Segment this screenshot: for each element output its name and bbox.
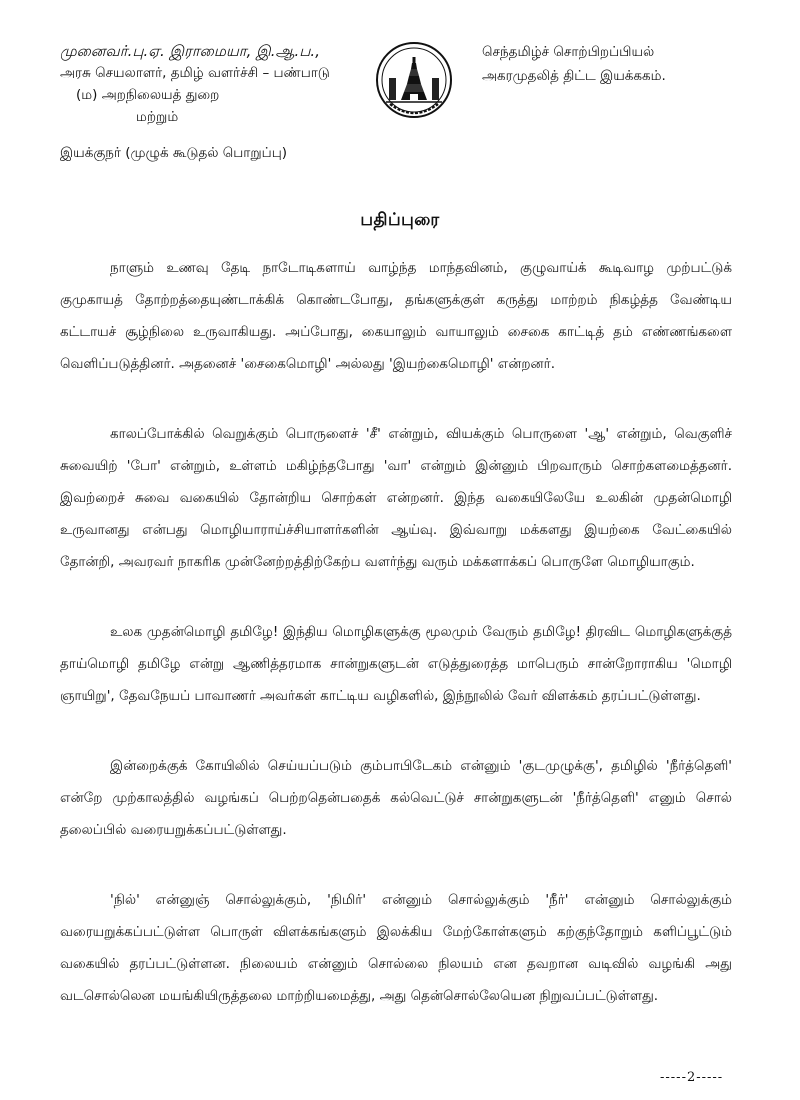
sender-name: முனைவர்.பு.ஏ. இராமையா, இ.ஆ.ப., (60, 42, 320, 60)
paragraph: இன்றைக்குக் கோயிலில் செய்யப்படும் கும்பாபிடேகம் என்னும் 'குடமுழுக்கு', தமிழில் 'நீர்த்தெளி' என்றே முற்காலத்தில் வழங்கப் பெற்றதென்பதைக் கல்வெட்டுச் சான்றுகளுடன் 'நீர்த்தெளி' எனும் சொல் தலைப்பில் வரையறுக்கப்பட்டுள்ளது. (60, 758, 732, 838)
organization-name-line1: செந்தமிழ்ச் சொற்பிறப்பியல் (482, 44, 655, 60)
sender-additional-role: இயக்குநர் (முழுக் கூடுதல் பொறுப்பு) (60, 145, 288, 161)
organization-block (482, 40, 752, 88)
sender-designation: அரசு செயலாளர், தமிழ் வளர்ச்சி – பண்பாடு (60, 65, 330, 81)
page-number: -----2----- (660, 1070, 724, 1085)
page-title: பதிப்புரை (360, 210, 440, 230)
paragraph: நாளும் உணவு தேடி நாடோடிகளாய் வாழ்ந்த மாந்தவினம், குழுவாய்க் கூடிவாழ முற்பட்டுக் குமுகாயத் தோற்றத்தையுண்டாக்கிக் கொண்டபோது, தங்களுக்குள் கருத்து மாற்றம் நிகழ்த்த வேண்டிய கட்டாயச் சூழ்நிலை உருவாகியது. அப்போது, கையாலும் வாயாலும் சைகை காட்டித் தம் எண்ணங்களை வெளிப்படுத்தினர். அதனைச் 'சைகைமொழி' அல்லது 'இயற்கைமொழி' என்றனர். (60, 260, 732, 372)
sender-block (60, 40, 390, 164)
letterhead (0, 40, 800, 190)
tamil-nadu-emblem-icon (374, 40, 454, 126)
paragraph: 'நில்' என்னுஞ் சொல்லுக்கும், 'நிமிர்' என்னும் சொல்லுக்கும் 'நீர்' என்னும் சொல்லுக்கும் வரையறுக்கப்பட்டுள்ள பொருள் விளக்கங்களும் இலக்கிய மேற்கோள்களும் கற்குந்தோறும் களிப்பூட்டும் வகையில் தரப்பட்டுள்ளன. நிலையம் என்னும் சொல்லை நிலயம் என தவறான வடிவில் வழங்கி அது வடசொல்லென மயங்கியிருத்தலை மாற்றியமைத்து, அது தென்சொல்லேயென நிறுவப்பட்டுள்ளது. (60, 892, 732, 1004)
paragraph: காலப்போக்கில் வெறுக்கும் பொருளைச் 'சீ' என்றும், வியக்கும் பொருளை 'ஆ' என்றும், வெகுளிச் சுவையிற் 'போ' என்றும், உள்ளம் மகிழ்ந்தபோது 'வா' என்றும் இன்னும் பிறவாரும் சொற்களமைத்தனர். இவற்றைச் சுவை வகையில் தோன்றிய சொற்கள் என்றனர். இந்த வகையிலேயே உலகின் முதன்மொழி உருவானது என்பது மொழியாராய்ச்சியாளர்களின் ஆய்வு. இவ்வாறு மக்களது இயற்கை வேட்கையில் தோன்றி, அவரவர் நாகரிக முன்னேற்றத்திற்கேற்ப வளர்ந்து வரும் மக்களாக்கப் பொருளே மொழியாகும். (60, 426, 732, 570)
sender-department: (ம) அறநிலையத் துறை (76, 87, 220, 103)
document-body (60, 252, 732, 1050)
paragraph: உலக முதன்மொழி தமிழே! இந்திய மொழிகளுக்கு மூலமும் வேரும் தமிழே! திரவிட மொழிகளுக்குத் தாய்மொழி தமிழே என்று ஆணித்தரமாக சான்றுகளுடன் எடுத்துரைத்த மாபெரும் சான்றோராகிய 'மொழி ஞாயிறு', தேவநேயப் பாவாணர் அவர்கள் காட்டிய வழிகளில், இந்நூலில் வேர் விளக்கம் தரப்பட்டுள்ளது. (60, 624, 732, 704)
organization-name-line2: அகரமுதலித் திட்ட இயக்ககம். (482, 68, 666, 84)
sender-conjunction: மற்றும் (136, 109, 179, 125)
